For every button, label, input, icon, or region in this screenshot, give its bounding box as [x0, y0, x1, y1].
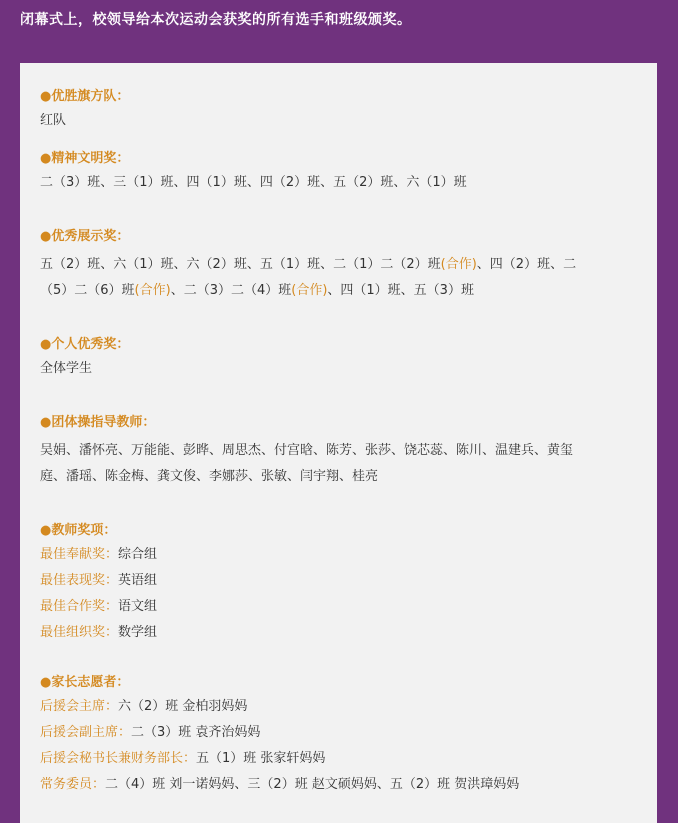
text-segment: 、四（1）班、五（3）班 — [327, 283, 474, 298]
section-heading: ●家长志愿者： — [40, 675, 130, 690]
award-label: 最佳组织奖： — [40, 625, 119, 640]
text-segment: 五（2）班、六（1）班、六（2）班、五（1）班、二（1）二（2）班 — [40, 257, 441, 272]
section-text: 全体学生 — [40, 361, 93, 376]
volunteer-row — [40, 720, 639, 746]
section-text-line: 庭、潘瑶、陈金梅、龚文俊、李娜莎、张敏、闫宇翔、桂亮 — [40, 469, 379, 484]
section-heading: ●团体操指导教师： — [40, 415, 156, 430]
award-row — [40, 568, 639, 594]
award-row — [40, 594, 639, 620]
cooperation-tag: (合作) — [134, 283, 171, 298]
cooperation-tag: (合作) — [440, 257, 477, 272]
volunteer-name: 六（2）班 金柏羽妈妈 — [118, 699, 248, 714]
volunteer-name: 二（3）班 袁齐治妈妈 — [131, 725, 261, 740]
section-individual-award — [40, 334, 639, 382]
section-text: 红队 — [40, 113, 67, 128]
section-heading: ●优秀展示奖： — [40, 229, 130, 244]
section-heading: ●优胜旗方队： — [40, 89, 130, 104]
award-value: 英语组 — [118, 573, 158, 588]
text-segment: （5）二（6）班 — [40, 283, 135, 298]
section-coaches — [40, 412, 639, 490]
award-row — [40, 542, 639, 568]
intro-text: 闭幕式上，校领导给本次运动会获奖的所有选手和班级颁奖。 — [20, 12, 412, 28]
award-label: 最佳奉献奖： — [40, 547, 119, 562]
section-text: 二（3）班、三（1）班、四（1）班、四（2）班、五（2）班、六（1）班 — [40, 175, 467, 190]
volunteer-role: 后援会秘书长兼财务部长： — [40, 751, 197, 766]
volunteer-role: 常务委员： — [40, 777, 106, 792]
section-heading: ●个人优秀奖： — [40, 337, 130, 352]
section-showcase-award — [40, 226, 639, 304]
volunteer-name: 五（1）班 张家轩妈妈 — [196, 751, 326, 766]
award-value: 数学组 — [118, 625, 158, 640]
section-text-line — [40, 278, 639, 304]
text-segment: 、二（3）二（4）班 — [170, 283, 292, 298]
section-text-line — [40, 252, 639, 278]
section-text-line: 吴娟、潘怀亮、万能能、彭晔、周思杰、付宫晗、陈芳、张莎、饶芯蕊、陈川、温建兵、黄玺 — [40, 443, 574, 458]
section-heading: ●精神文明奖： — [40, 151, 130, 166]
section-parent-volunteers — [40, 672, 639, 798]
award-value: 综合组 — [118, 547, 158, 562]
award-row — [40, 620, 639, 646]
volunteer-role: 后援会主席： — [40, 699, 119, 714]
volunteer-row — [40, 746, 639, 772]
award-value: 语文组 — [118, 599, 158, 614]
section-spirit-award — [40, 148, 639, 196]
cooperation-tag: (合作) — [291, 283, 328, 298]
section-winning-team — [40, 86, 639, 134]
section-heading: ●教师奖项： — [40, 523, 117, 538]
awards-card — [20, 63, 657, 823]
volunteer-role: 后援会副主席： — [40, 725, 132, 740]
text-segment: 、四（2）班、二 — [476, 257, 577, 272]
volunteer-row — [40, 772, 639, 798]
volunteer-name: 二（4）班 刘一诺妈妈、三（2）班 赵文硕妈妈、五（2）班 贺洪璋妈妈 — [105, 777, 520, 792]
award-label: 最佳合作奖： — [40, 599, 119, 614]
award-label: 最佳表现奖： — [40, 573, 119, 588]
volunteer-row — [40, 694, 639, 720]
section-teacher-awards — [40, 520, 639, 646]
